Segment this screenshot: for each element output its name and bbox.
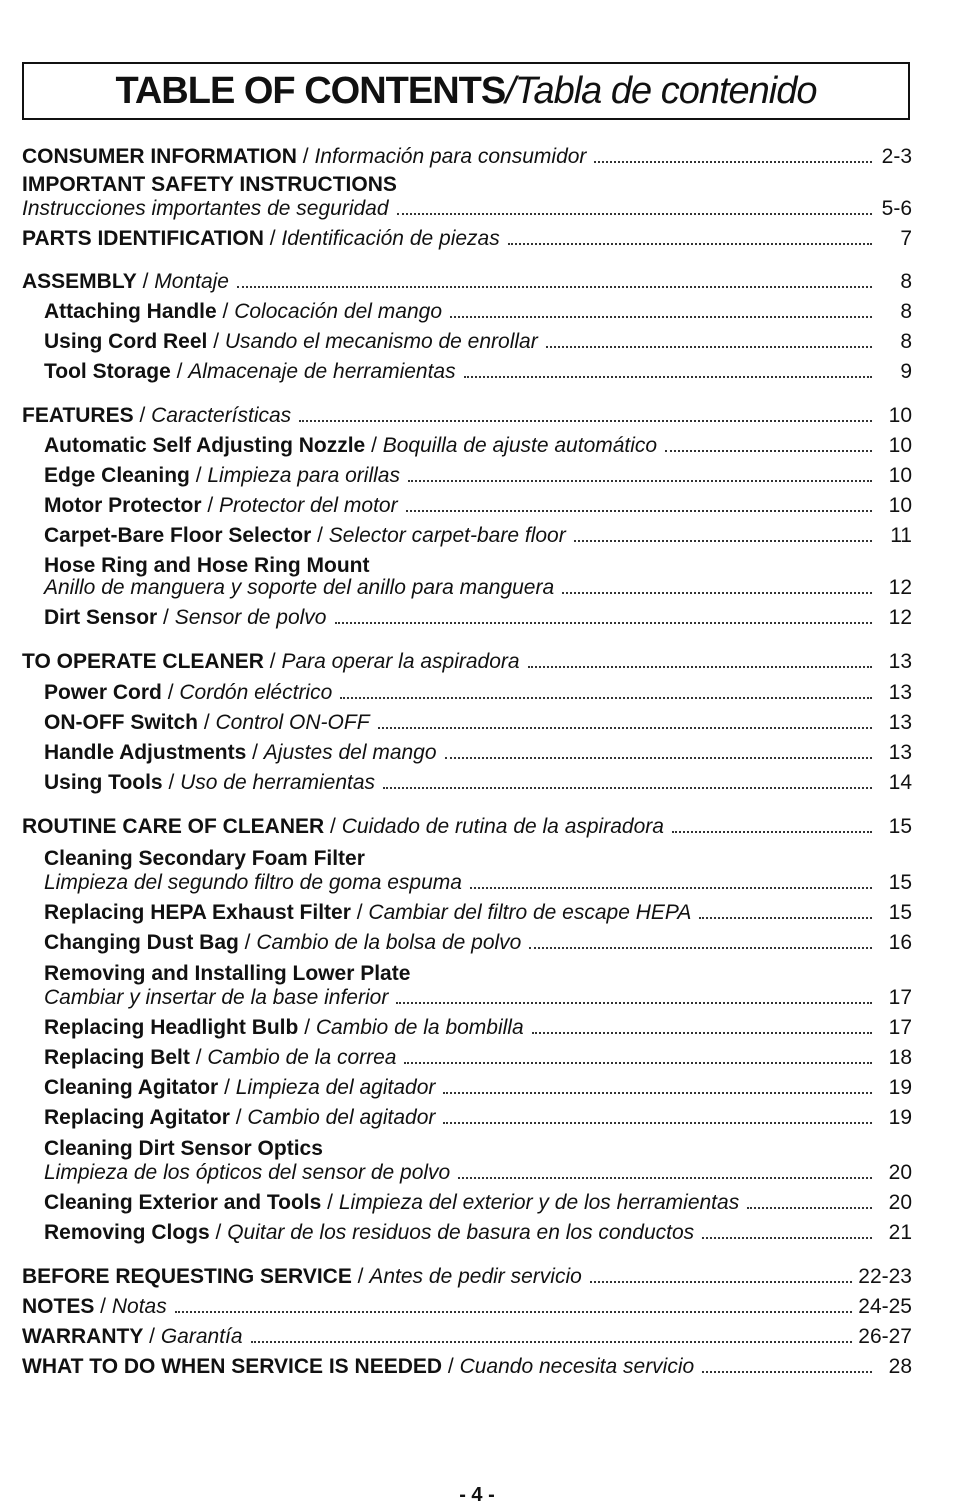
- toc-entry: [44, 1074, 912, 1100]
- toc-entry: [22, 1293, 912, 1319]
- toc-entry-separator: /: [170, 360, 189, 383]
- toc-entry-title: [22, 1295, 167, 1319]
- toc-entry-english: PARTS IDENTIFICATION: [22, 227, 264, 250]
- toc-entry-title: [22, 1265, 582, 1289]
- toc-entry: [44, 492, 912, 518]
- toc-entry-page: 12: [888, 606, 912, 629]
- toc-entry: [22, 143, 912, 169]
- toc-entry-title: [44, 576, 554, 600]
- toc-entry-english: Replacing HEPA Exhaust Filter: [44, 901, 351, 924]
- toc-entry-separator: /: [442, 1355, 460, 1378]
- toc-entry-title: [44, 681, 332, 705]
- toc-entry: [22, 1353, 912, 1379]
- leader-dots: [408, 480, 872, 482]
- leader-dots: [251, 1341, 853, 1343]
- toc-entry-title: [44, 1016, 524, 1040]
- leader-dots: [702, 1371, 872, 1373]
- title-english: TABLE OF CONTENTS: [115, 69, 506, 112]
- toc-entry-spanish: Instrucciones importantes de seguridad: [22, 197, 389, 220]
- toc-entry: [44, 1104, 912, 1130]
- toc-entry: [22, 268, 912, 294]
- toc-entry-english: Cleaning Dirt Sensor Optics: [44, 1137, 323, 1160]
- toc-entry-spanish: Sensor de polvo: [174, 606, 327, 629]
- toc-entry-title: [44, 434, 657, 458]
- toc-entry: [44, 679, 912, 705]
- leader-dots: [574, 540, 872, 542]
- page-number: - 4 -: [459, 1484, 495, 1506]
- toc-entry: [44, 298, 912, 324]
- toc-entry-english: Automatic Self Adjusting Nozzle: [44, 434, 366, 457]
- toc-entry-separator: /: [321, 1191, 339, 1214]
- toc-entry-title: [22, 227, 500, 251]
- toc-entry: [22, 225, 912, 251]
- toc-entry-separator: /: [189, 464, 208, 487]
- leader-dots: [672, 831, 872, 833]
- toc-entry-title: [44, 741, 437, 765]
- leader-dots: [470, 887, 872, 889]
- toc-entry-spanish: Boquilla de ajuste automático: [382, 434, 658, 457]
- toc-entry-english: IMPORTANT SAFETY INSTRUCTIONS: [22, 173, 397, 196]
- toc-entry-separator: /: [201, 494, 220, 517]
- toc-entry-english: Using Cord Reel: [44, 330, 208, 353]
- toc-entry-title: [22, 197, 389, 221]
- toc-entry-spanish: Anillo de manguera y soporte del anillo para manguera: [44, 576, 555, 599]
- toc-entry: [44, 328, 912, 354]
- leader-dots: [590, 1281, 852, 1283]
- toc-entry: [22, 402, 912, 428]
- toc-entry-english: Using Tools: [44, 771, 163, 794]
- leader-dots: [443, 1092, 872, 1094]
- toc-entry-separator: /: [161, 681, 180, 704]
- toc-entry-separator: /: [351, 1265, 370, 1288]
- toc-entry-page: 26-27: [858, 1325, 912, 1348]
- toc-entry-spanish: Para operar la aspiradora: [281, 650, 520, 673]
- toc-entry-separator: /: [296, 145, 315, 168]
- toc-entry-separator: /: [136, 270, 155, 293]
- toc-entry-title: [22, 145, 586, 169]
- leader-dots: [699, 917, 872, 919]
- toc-entry-separator: /: [189, 1046, 208, 1069]
- toc-entry-page: 20: [888, 1191, 912, 1214]
- toc-entry-spanish: Información para consumidor: [314, 145, 587, 168]
- toc-entry: [44, 604, 912, 630]
- toc-entry-english: Cleaning Agitator: [44, 1076, 219, 1099]
- toc-entry-spanish: Cambio de la bombilla: [315, 1016, 524, 1039]
- toc-entry-spanish: Ajustes del mango: [263, 741, 437, 764]
- toc-entry-title: [44, 847, 365, 871]
- toc-entry-english: ROUTINE CARE OF CLEANER: [22, 815, 325, 838]
- page-title: [22, 62, 910, 120]
- toc-entry-title: [44, 771, 375, 795]
- toc-entry-page: 2-3: [881, 145, 912, 168]
- title-spanish: Tabla de contenido: [514, 69, 817, 112]
- toc-entry-page: 17: [888, 1016, 912, 1039]
- toc-entry: [44, 709, 912, 735]
- toc-entry-spanish: Identificación de piezas: [281, 227, 500, 250]
- toc-entry-english: Replacing Agitator: [44, 1106, 230, 1129]
- toc-entry-english: Dirt Sensor: [44, 606, 158, 629]
- toc-entry-page: 8: [900, 270, 912, 293]
- leader-dots: [594, 161, 872, 163]
- toc-entry-title: [44, 986, 388, 1010]
- toc-entry-title: [44, 1106, 435, 1130]
- toc-entry-spanish: Control ON-OFF: [215, 711, 370, 734]
- toc-entry-spanish: Almacenaje de herramientas: [188, 360, 456, 383]
- leader-dots: [665, 450, 872, 452]
- toc-entry-title: [44, 871, 462, 895]
- toc-entry-english: BEFORE REQUESTING SERVICE: [22, 1265, 352, 1288]
- toc-entry: [44, 739, 912, 765]
- toc-entry-separator: /: [246, 741, 264, 764]
- toc-entry-separator: /: [162, 771, 181, 794]
- leader-dots: [747, 1207, 872, 1209]
- toc-entry: [44, 845, 912, 871]
- toc-entry: [44, 358, 912, 384]
- toc-entry-page: 13: [888, 741, 912, 764]
- toc-entry-english: FEATURES: [22, 404, 134, 427]
- toc-entry-separator: /: [94, 1295, 112, 1318]
- toc-entry-page: 7: [900, 227, 912, 250]
- toc-entry-page: 16: [888, 931, 912, 954]
- toc-entry-title: [44, 1221, 694, 1245]
- toc-entry: [44, 1159, 912, 1185]
- title-separator: /: [505, 69, 515, 112]
- toc-entry: [44, 769, 912, 795]
- toc-entry-english: Hose Ring and Hose Ring Mount: [44, 554, 370, 577]
- toc-entry-page: 13: [888, 650, 912, 673]
- toc-entry-separator: /: [216, 300, 235, 323]
- toc-entry-separator: /: [157, 606, 175, 629]
- leader-dots: [397, 213, 872, 215]
- leader-dots: [702, 1237, 872, 1239]
- toc-entry-page: 14: [888, 771, 912, 794]
- toc-entry: [44, 984, 912, 1010]
- toc-entry-spanish: Cordón eléctrico: [179, 681, 333, 704]
- toc-entry: [44, 522, 912, 548]
- toc-entry-page: 19: [888, 1076, 912, 1099]
- toc-entry-spanish: Selector carpet-bare floor: [328, 524, 566, 547]
- toc-entry-separator: /: [311, 524, 329, 547]
- toc-entry-page: 28: [888, 1355, 912, 1378]
- toc-entry-title: [22, 1325, 243, 1349]
- toc-entry-separator: /: [263, 650, 282, 673]
- toc-entry-page: 20: [888, 1161, 912, 1184]
- toc-entry: [22, 171, 912, 197]
- toc-entry-page: 21: [888, 1221, 912, 1244]
- toc-entry: [44, 1044, 912, 1070]
- leader-dots: [383, 787, 872, 789]
- toc-entry: [44, 869, 912, 895]
- leader-dots: [443, 1122, 872, 1124]
- toc-entry-page: 15: [888, 815, 912, 838]
- leader-dots: [562, 592, 872, 594]
- toc-entry-separator: /: [229, 1106, 248, 1129]
- toc-entry-page: 13: [888, 711, 912, 734]
- leader-dots: [450, 316, 872, 318]
- toc-entry: [44, 929, 912, 955]
- toc-entry-spanish: Cambio del agitador: [247, 1106, 436, 1129]
- toc-entry-spanish: Antes de pedir servicio: [369, 1265, 582, 1288]
- toc-entry-separator: /: [350, 901, 369, 924]
- toc-entry-english: Removing and Installing Lower Plate: [44, 962, 411, 985]
- toc-entry-english: CONSUMER INFORMATION: [22, 145, 297, 168]
- toc-entry-page: 10: [888, 404, 912, 427]
- toc-entry-title: [44, 606, 327, 630]
- toc-entry-title: [22, 270, 229, 294]
- toc-entry: [44, 1189, 912, 1215]
- leader-dots: [335, 622, 873, 624]
- leader-dots: [464, 376, 872, 378]
- toc-entry-spanish: Colocación del mango: [234, 300, 442, 323]
- toc-entry-page: 13: [888, 681, 912, 704]
- leader-dots: [528, 666, 872, 668]
- toc-entry-spanish: Limpieza del exterior y de los herramientas: [338, 1191, 740, 1214]
- toc-entry-title: [44, 300, 442, 324]
- toc-entry-english: Handle Adjustments: [44, 741, 247, 764]
- toc-entry-spanish: Usando el mecanismo de enrollar: [224, 330, 538, 353]
- leader-dots: [404, 1062, 872, 1064]
- toc-entry-english: Replacing Belt: [44, 1046, 190, 1069]
- toc-entry-separator: /: [207, 330, 225, 353]
- toc-entry-english: ON-OFF Switch: [44, 711, 198, 734]
- leader-dots: [340, 697, 872, 699]
- toc-entry-spanish: Limpieza de los ópticos del sensor de polvo: [44, 1161, 451, 1184]
- toc-entry-title: [44, 330, 538, 354]
- toc-entry: [44, 462, 912, 488]
- leader-dots: [406, 510, 872, 512]
- toc-entry-title: [44, 1076, 435, 1100]
- toc-entry-english: WARRANTY: [22, 1325, 144, 1348]
- leader-dots: [378, 727, 872, 729]
- toc-entry-spanish: Quitar de los residuos de basura en los conductos: [227, 1221, 695, 1244]
- toc-entry: [44, 960, 912, 986]
- toc-entry-english: Cleaning Exterior and Tools: [44, 1191, 322, 1214]
- toc-entry-english: TO OPERATE CLEANER: [22, 650, 264, 673]
- toc-entry: [44, 432, 912, 458]
- leader-dots: [508, 243, 872, 245]
- toc-entry-separator: /: [218, 1076, 236, 1099]
- toc-entry-page: 5-6: [881, 197, 912, 220]
- leader-dots: [445, 757, 872, 759]
- toc-entry-spanish: Cambiar del filtro de escape HEPA: [368, 901, 692, 924]
- leader-dots: [299, 420, 872, 422]
- toc-entry-spanish: Cuidado de rutina de la aspiradora: [341, 815, 664, 838]
- toc-entry-page: 19: [888, 1106, 912, 1129]
- toc-entry-page: 15: [888, 871, 912, 894]
- toc-entry-title: [44, 1191, 739, 1215]
- toc-entry-page: 17: [888, 986, 912, 1009]
- leader-dots: [532, 1032, 872, 1034]
- leader-dots: [529, 947, 872, 949]
- toc-entry-title: [44, 1137, 323, 1161]
- toc-entry-page: 8: [900, 330, 912, 353]
- toc-entry-title: [22, 404, 291, 428]
- leader-dots: [458, 1177, 872, 1179]
- toc-entry-spanish: Uso de herramientas: [180, 771, 376, 794]
- toc-entry-title: [44, 494, 398, 518]
- toc-entry-spanish: Limpieza para orillas: [207, 464, 400, 487]
- leader-dots: [237, 286, 872, 288]
- toc-entry-spanish: Cambio de la bolsa de polvo: [256, 931, 522, 954]
- toc-entry-separator: /: [324, 815, 342, 838]
- toc-entry-english: ASSEMBLY: [22, 270, 137, 293]
- toc-entry-title: [22, 1355, 694, 1379]
- leader-dots: [546, 346, 872, 348]
- toc-entry-spanish: Garantía: [160, 1325, 243, 1348]
- toc-entry-page: 15: [888, 901, 912, 924]
- toc-entry-page: 10: [888, 494, 912, 517]
- toc-entry: [44, 1219, 912, 1245]
- toc-entry-separator: /: [298, 1016, 316, 1039]
- toc-entry: [44, 1135, 912, 1161]
- toc-entry-spanish: Cuando necesita servicio: [459, 1355, 695, 1378]
- toc-entry-english: NOTES: [22, 1295, 95, 1318]
- toc-entry: [22, 1263, 912, 1289]
- toc-entry-page: 10: [888, 434, 912, 457]
- toc-entry-title: [22, 173, 397, 197]
- toc-entry-title: [44, 711, 370, 735]
- toc-entry-spanish: Limpieza del agitador: [235, 1076, 436, 1099]
- toc-entry-title: [44, 901, 691, 925]
- toc-entry: [22, 1323, 912, 1349]
- toc-entry: [22, 195, 912, 221]
- toc-entry-spanish: Cambiar y insertar de la base inferior: [44, 986, 389, 1009]
- toc-entry-separator: /: [365, 434, 383, 457]
- toc-entry-title: [44, 931, 521, 955]
- toc-entry-title: [44, 1046, 396, 1070]
- leader-dots: [396, 1002, 872, 1004]
- leader-dots: [175, 1311, 853, 1313]
- toc-entry-spanish: Protector del motor: [219, 494, 398, 517]
- toc-entry-page: 22-23: [858, 1265, 912, 1288]
- toc-entry-separator: /: [238, 931, 257, 954]
- toc-entry: [44, 574, 912, 600]
- toc-entry-title: [22, 815, 664, 839]
- toc-entry-english: Cleaning Secondary Foam Filter: [44, 847, 365, 870]
- toc-entry-title: [44, 962, 410, 986]
- toc-entry-title: [44, 464, 400, 488]
- toc-entry: [22, 813, 912, 839]
- toc-entry-english: Replacing Headlight Bulb: [44, 1016, 299, 1039]
- toc-entry-english: Changing Dust Bag: [44, 931, 239, 954]
- toc-entry-spanish: Notas: [111, 1295, 167, 1318]
- toc-entry-english: Power Cord: [44, 681, 162, 704]
- toc-entry-page: 11: [890, 524, 912, 547]
- toc-entry-page: 8: [900, 300, 912, 323]
- toc-entry-separator: /: [133, 404, 152, 427]
- toc-entry-separator: /: [198, 711, 216, 734]
- toc-entry-separator: /: [263, 227, 282, 250]
- toc-entry-page: 24-25: [858, 1295, 912, 1318]
- toc-entry-english: Motor Protector: [44, 494, 202, 517]
- toc-entry-page: 10: [888, 464, 912, 487]
- toc-entry-english: Removing Clogs: [44, 1221, 210, 1244]
- toc-entry-title: [22, 650, 520, 674]
- toc-entry: [22, 648, 912, 674]
- toc-entry-separator: /: [209, 1221, 228, 1244]
- toc-entry-spanish: Características: [151, 404, 292, 427]
- toc-entry-english: Edge Cleaning: [44, 464, 190, 487]
- toc-entry-separator: /: [143, 1325, 161, 1348]
- toc-entry-english: Carpet-Bare Floor Selector: [44, 524, 312, 547]
- toc-entry-spanish: Limpieza del segundo filtro de goma espuma: [44, 871, 462, 894]
- toc-entry-english: Tool Storage: [44, 360, 171, 383]
- toc-entry-spanish: Cambio de la correa: [207, 1046, 397, 1069]
- toc-entry-english: WHAT TO DO WHEN SERVICE IS NEEDED: [22, 1355, 443, 1378]
- toc-entry-title: [44, 524, 566, 548]
- toc-entry-title: [44, 360, 456, 384]
- toc-entry-spanish: Montaje: [154, 270, 229, 293]
- toc-entry-english: Attaching Handle: [44, 300, 217, 323]
- toc-entry-page: 12: [888, 576, 912, 599]
- toc-entry: [44, 1014, 912, 1040]
- toc-entry-page: 18: [888, 1046, 912, 1069]
- toc-entry: [44, 899, 912, 925]
- toc-entry-page: 9: [900, 360, 912, 383]
- toc-entry-title: [44, 1161, 450, 1185]
